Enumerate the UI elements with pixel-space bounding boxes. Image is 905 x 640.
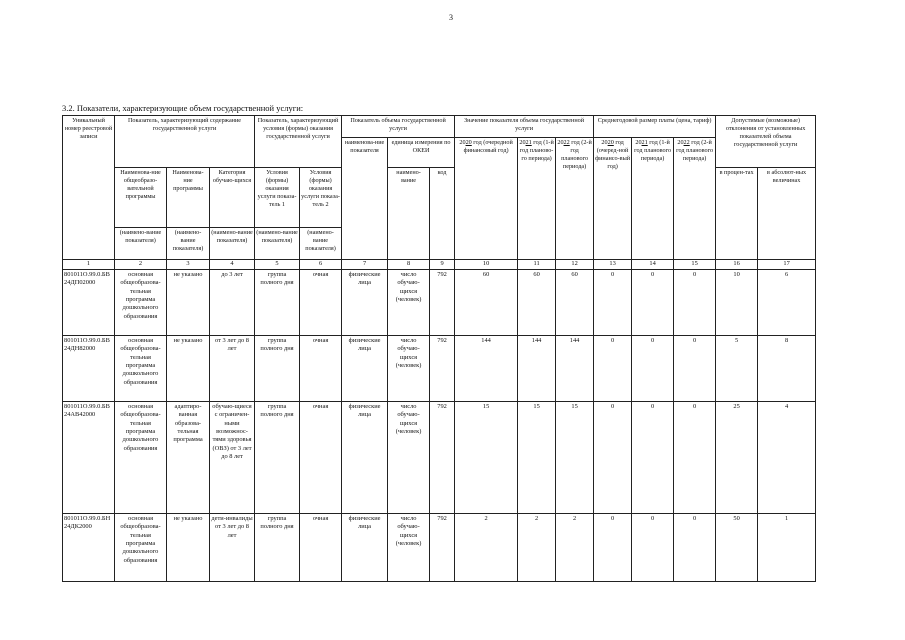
header-price-year2: 2021 год (1-й год планового периода) <box>632 138 674 260</box>
table-cell: не указано <box>167 514 210 582</box>
table-cell: 0 <box>674 270 716 336</box>
table-cell: 0 <box>594 336 632 402</box>
header-condition-2: Условия (формы) оказания услуги показа-тель 2 <box>300 168 342 228</box>
table-cell: дети-инвалиды от 3 лет до 8 лет <box>210 514 255 582</box>
header-student-category: Категория обучаю-щихся <box>210 168 255 228</box>
table-cell: основная общеобразова-тельная программа дошкольного образования <box>115 402 167 514</box>
table-cell: физические лица <box>342 514 388 582</box>
header-okei-code: код <box>430 168 455 260</box>
table-cell: 0 <box>594 514 632 582</box>
table-cell: физические лица <box>342 402 388 514</box>
table-row <box>63 514 816 582</box>
volume-indicators-table <box>62 115 816 582</box>
table-cell: 0 <box>594 270 632 336</box>
header-sub-label: (наимено-вание показателя) <box>115 228 167 260</box>
header-deviation-percent: в процен-тах <box>716 168 758 260</box>
table-cell: 15 <box>518 402 556 514</box>
header-sub-label: (наимено-вание показателя) <box>255 228 300 260</box>
table-cell: 0 <box>674 402 716 514</box>
table-cell: 10 <box>716 270 758 336</box>
registry-number: 801011О.99.0.БН24ДК2000 <box>63 514 115 582</box>
header-conditions-group: Показатель, характеризующий условия (формы) оказания государственной услуги <box>255 116 342 168</box>
header-price-year3: 2022 год (2-й год планового периода) <box>674 138 716 260</box>
header-volume-group: Показатель объема государственной услуги <box>342 116 455 138</box>
header-value-year1: 2020 год (очередной финансовый год) <box>455 138 518 260</box>
table-cell: 2 <box>455 514 518 582</box>
header-okei-name: наимено-вание <box>388 168 430 260</box>
header-deviation-absolute: в абсолют-ных величинах <box>758 168 816 260</box>
table-cell: группа полного дня <box>255 514 300 582</box>
table-cell: 8 <box>758 336 816 402</box>
table-cell: группа полного дня <box>255 336 300 402</box>
header-program: Наименова-ние программы <box>167 168 210 228</box>
table-cell: число обучаю-щихся (человек) <box>388 514 430 582</box>
header-sub-label: (наимено-вание показателя) <box>210 228 255 260</box>
table-cell: очная <box>300 270 342 336</box>
header-price-group: Среднегодовой размер платы (цена, тариф) <box>594 116 716 138</box>
header-value-year3: 2022 год (2-й год планового периода) <box>556 138 594 260</box>
header-sub-label: (наимено-вание показателя) <box>300 228 342 260</box>
header-value-group: Значение показателя объема государственной услуги <box>455 116 594 138</box>
table-cell: физические лица <box>342 270 388 336</box>
column-number: 14 <box>632 260 674 270</box>
header-deviation-group: Допустимые (возможные) отклонения от установленных показателей объема государственной услуги <box>716 116 816 168</box>
table-cell: 0 <box>632 336 674 402</box>
table-cell: 4 <box>758 402 816 514</box>
registry-number: 801011О.99.0.БВ24ДП02000 <box>63 270 115 336</box>
table-cell: обучаю-щиеся с ограничен-ными возможнос-тями здоровья (ОВЗ) от 3 лет до 8 лет <box>210 402 255 514</box>
column-number: 13 <box>594 260 632 270</box>
header-okei: единица измерения по ОКЕИ <box>388 138 455 168</box>
table-cell: 144 <box>455 336 518 402</box>
column-number: 11 <box>518 260 556 270</box>
table-cell: 2 <box>518 514 556 582</box>
column-number: 1 <box>63 260 115 270</box>
table-cell: 2 <box>556 514 594 582</box>
column-number-row <box>63 260 816 270</box>
header-sub-label: (наимено-вание показателя) <box>167 228 210 260</box>
column-number: 2 <box>115 260 167 270</box>
table-cell: не указано <box>167 270 210 336</box>
table-row <box>63 270 816 336</box>
header-condition-1: Условия (формы) оказания услуги показа-тель 1 <box>255 168 300 228</box>
table-cell: 0 <box>674 336 716 402</box>
table-cell: 144 <box>556 336 594 402</box>
table-cell: 25 <box>716 402 758 514</box>
table-cell: очная <box>300 514 342 582</box>
column-number: 16 <box>716 260 758 270</box>
table-cell: группа полного дня <box>255 402 300 514</box>
table-cell: 0 <box>632 270 674 336</box>
table-cell: основная общеобразова-тельная программа дошкольного образования <box>115 514 167 582</box>
column-number: 8 <box>388 260 430 270</box>
table-cell: 15 <box>455 402 518 514</box>
table-cell: 0 <box>632 514 674 582</box>
table-cell: 0 <box>594 402 632 514</box>
table-cell: адаптиро-ванная образова-тельная программа <box>167 402 210 514</box>
table-row <box>63 402 816 514</box>
column-number: 7 <box>342 260 388 270</box>
table-cell: очная <box>300 336 342 402</box>
table-cell: основная общеобразова-тельная программа дошкольного образования <box>115 336 167 402</box>
column-number: 6 <box>300 260 342 270</box>
table-cell: 1 <box>758 514 816 582</box>
table-cell: число обучаю-щихся (человек) <box>388 336 430 402</box>
table-cell: число обучаю-щихся (человек) <box>388 402 430 514</box>
registry-number: 801011О.99.0.БВ24ДН82000 <box>63 336 115 402</box>
table-cell: 60 <box>556 270 594 336</box>
table-cell: физические лица <box>342 336 388 402</box>
registry-number: 801011О.99.0.БВ24АВ42000 <box>63 402 115 514</box>
column-number: 10 <box>455 260 518 270</box>
table-cell: 5 <box>716 336 758 402</box>
table-row <box>63 336 816 402</box>
table-cell: 0 <box>632 402 674 514</box>
table-cell: группа полного дня <box>255 270 300 336</box>
table-cell: 0 <box>674 514 716 582</box>
table-cell: 792 <box>430 270 455 336</box>
column-number: 5 <box>255 260 300 270</box>
table-cell: до 3 лет <box>210 270 255 336</box>
header-content-group: Показатель, характеризующий содержание государственной услуги <box>115 116 255 168</box>
table-cell: 60 <box>455 270 518 336</box>
table-cell: 60 <box>518 270 556 336</box>
table-cell: 50 <box>716 514 758 582</box>
column-number: 4 <box>210 260 255 270</box>
header-unique-number: Уникальный номер реестровой записи <box>63 116 115 260</box>
table-cell: от 3 лет до 8 лет <box>210 336 255 402</box>
column-number: 12 <box>556 260 594 270</box>
column-number: 17 <box>758 260 816 270</box>
table-cell: 792 <box>430 514 455 582</box>
header-price-year1: 2020 год (очеред-ной финансо-вый год) <box>594 138 632 260</box>
table-cell: число обучаю-щихся (человек) <box>388 270 430 336</box>
table-cell: 15 <box>556 402 594 514</box>
table-cell: не указано <box>167 336 210 402</box>
table-cell: 792 <box>430 402 455 514</box>
column-number: 15 <box>674 260 716 270</box>
table-cell: основная общеобразова-тельная программа дошкольного образования <box>115 270 167 336</box>
header-volume-name: наименова-ние показателя <box>342 138 388 260</box>
header-value-year2: 2021 год (1-й год планово-го периода) <box>518 138 556 260</box>
table-cell: 144 <box>518 336 556 402</box>
page-number: 3 <box>449 13 453 22</box>
column-number: 9 <box>430 260 455 270</box>
header-program-name: Наименова-ние общеобразо-вательной программы <box>115 168 167 228</box>
section-title: 3.2. Показатели, характеризующие объем государственной услуги: <box>62 103 304 113</box>
column-number: 3 <box>167 260 210 270</box>
table-cell: 6 <box>758 270 816 336</box>
table-cell: очная <box>300 402 342 514</box>
table-cell: 792 <box>430 336 455 402</box>
